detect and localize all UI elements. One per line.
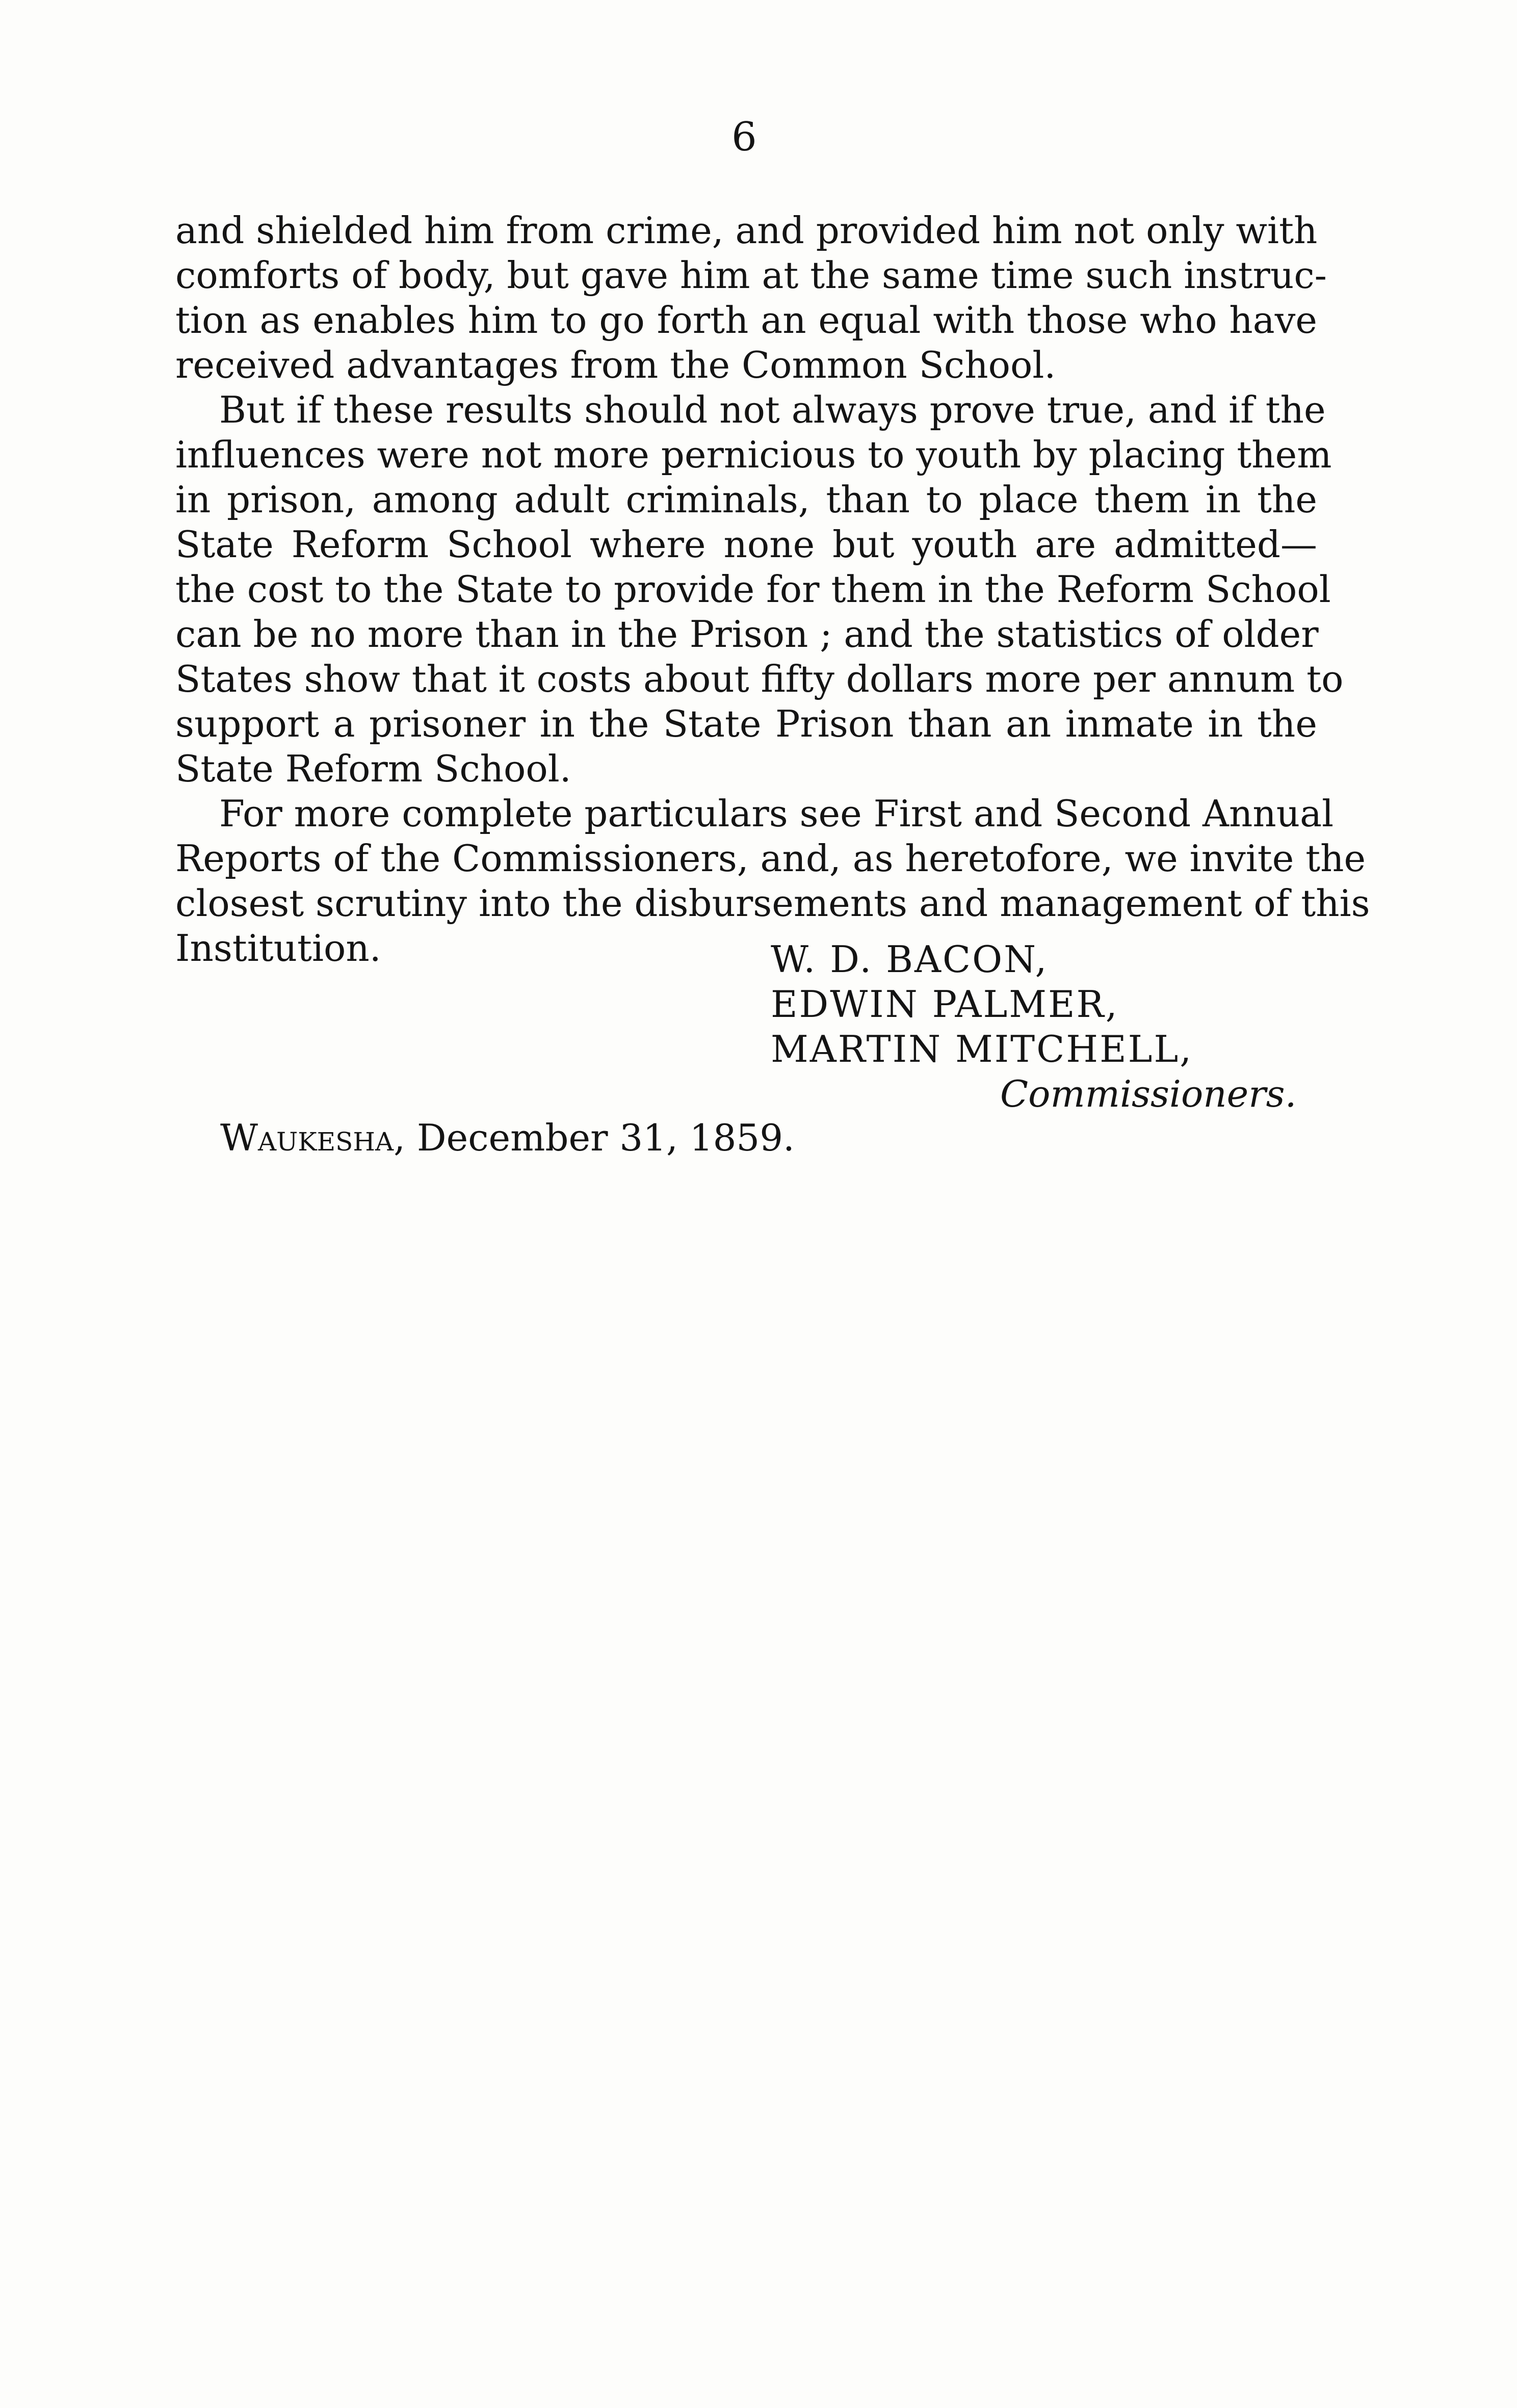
text-line: closest scrutiny into the disbursements and management of this [175, 882, 1370, 925]
text-line: States show that it costs about fifty dollars more per annum to [175, 658, 1344, 700]
text-line: support a prisoner in the State Prison than an inmate in the [175, 702, 1317, 745]
text-line: comforts of body, but gave him at the same time such instruc- [175, 254, 1327, 297]
dateline [220, 1115, 795, 1160]
text-line: and shielded him from crime, and provided him not only with [175, 209, 1318, 252]
signatory-title: Commissioners. [1000, 1072, 1297, 1115]
text-line: Reports of the Commissioners, and, as heretofore, we invite the [175, 837, 1366, 880]
text-line: can be no more than in the Prison ; and the statistics of older [175, 613, 1319, 656]
body-text [175, 208, 1370, 971]
text-line: tion as enables him to go forth an equal with those who have [175, 299, 1317, 342]
text-line: the cost to the State to provide for them in the Reform School [175, 568, 1331, 611]
signature-block [771, 937, 1193, 1071]
text-line: For more complete particulars see First and Second Annual [219, 792, 1334, 835]
text-line: State Reform School. [175, 747, 571, 790]
text-line: State Reform School where none but youth are admitted— [175, 523, 1317, 566]
signatory-name: EDWIN PALMER, [771, 983, 1119, 1026]
text-line: Institution. [175, 927, 381, 970]
text-line: received advantages from the Common School. [175, 344, 1056, 386]
signatory-name: W. D. BACON, [771, 938, 1049, 981]
text-line: But if these results should not always prove true, and if the [219, 388, 1326, 431]
page-number: 6 [731, 114, 757, 160]
signatory-name: MARTIN MITCHELL, [771, 1028, 1193, 1070]
dateline-place: Waukesha [220, 1116, 394, 1159]
text-line: in prison, among adult criminals, than to place them in the [175, 478, 1317, 521]
dateline-date: , December 31, 1859. [394, 1116, 795, 1159]
text-line: influences were not more pernicious to youth by placing them [175, 433, 1332, 476]
